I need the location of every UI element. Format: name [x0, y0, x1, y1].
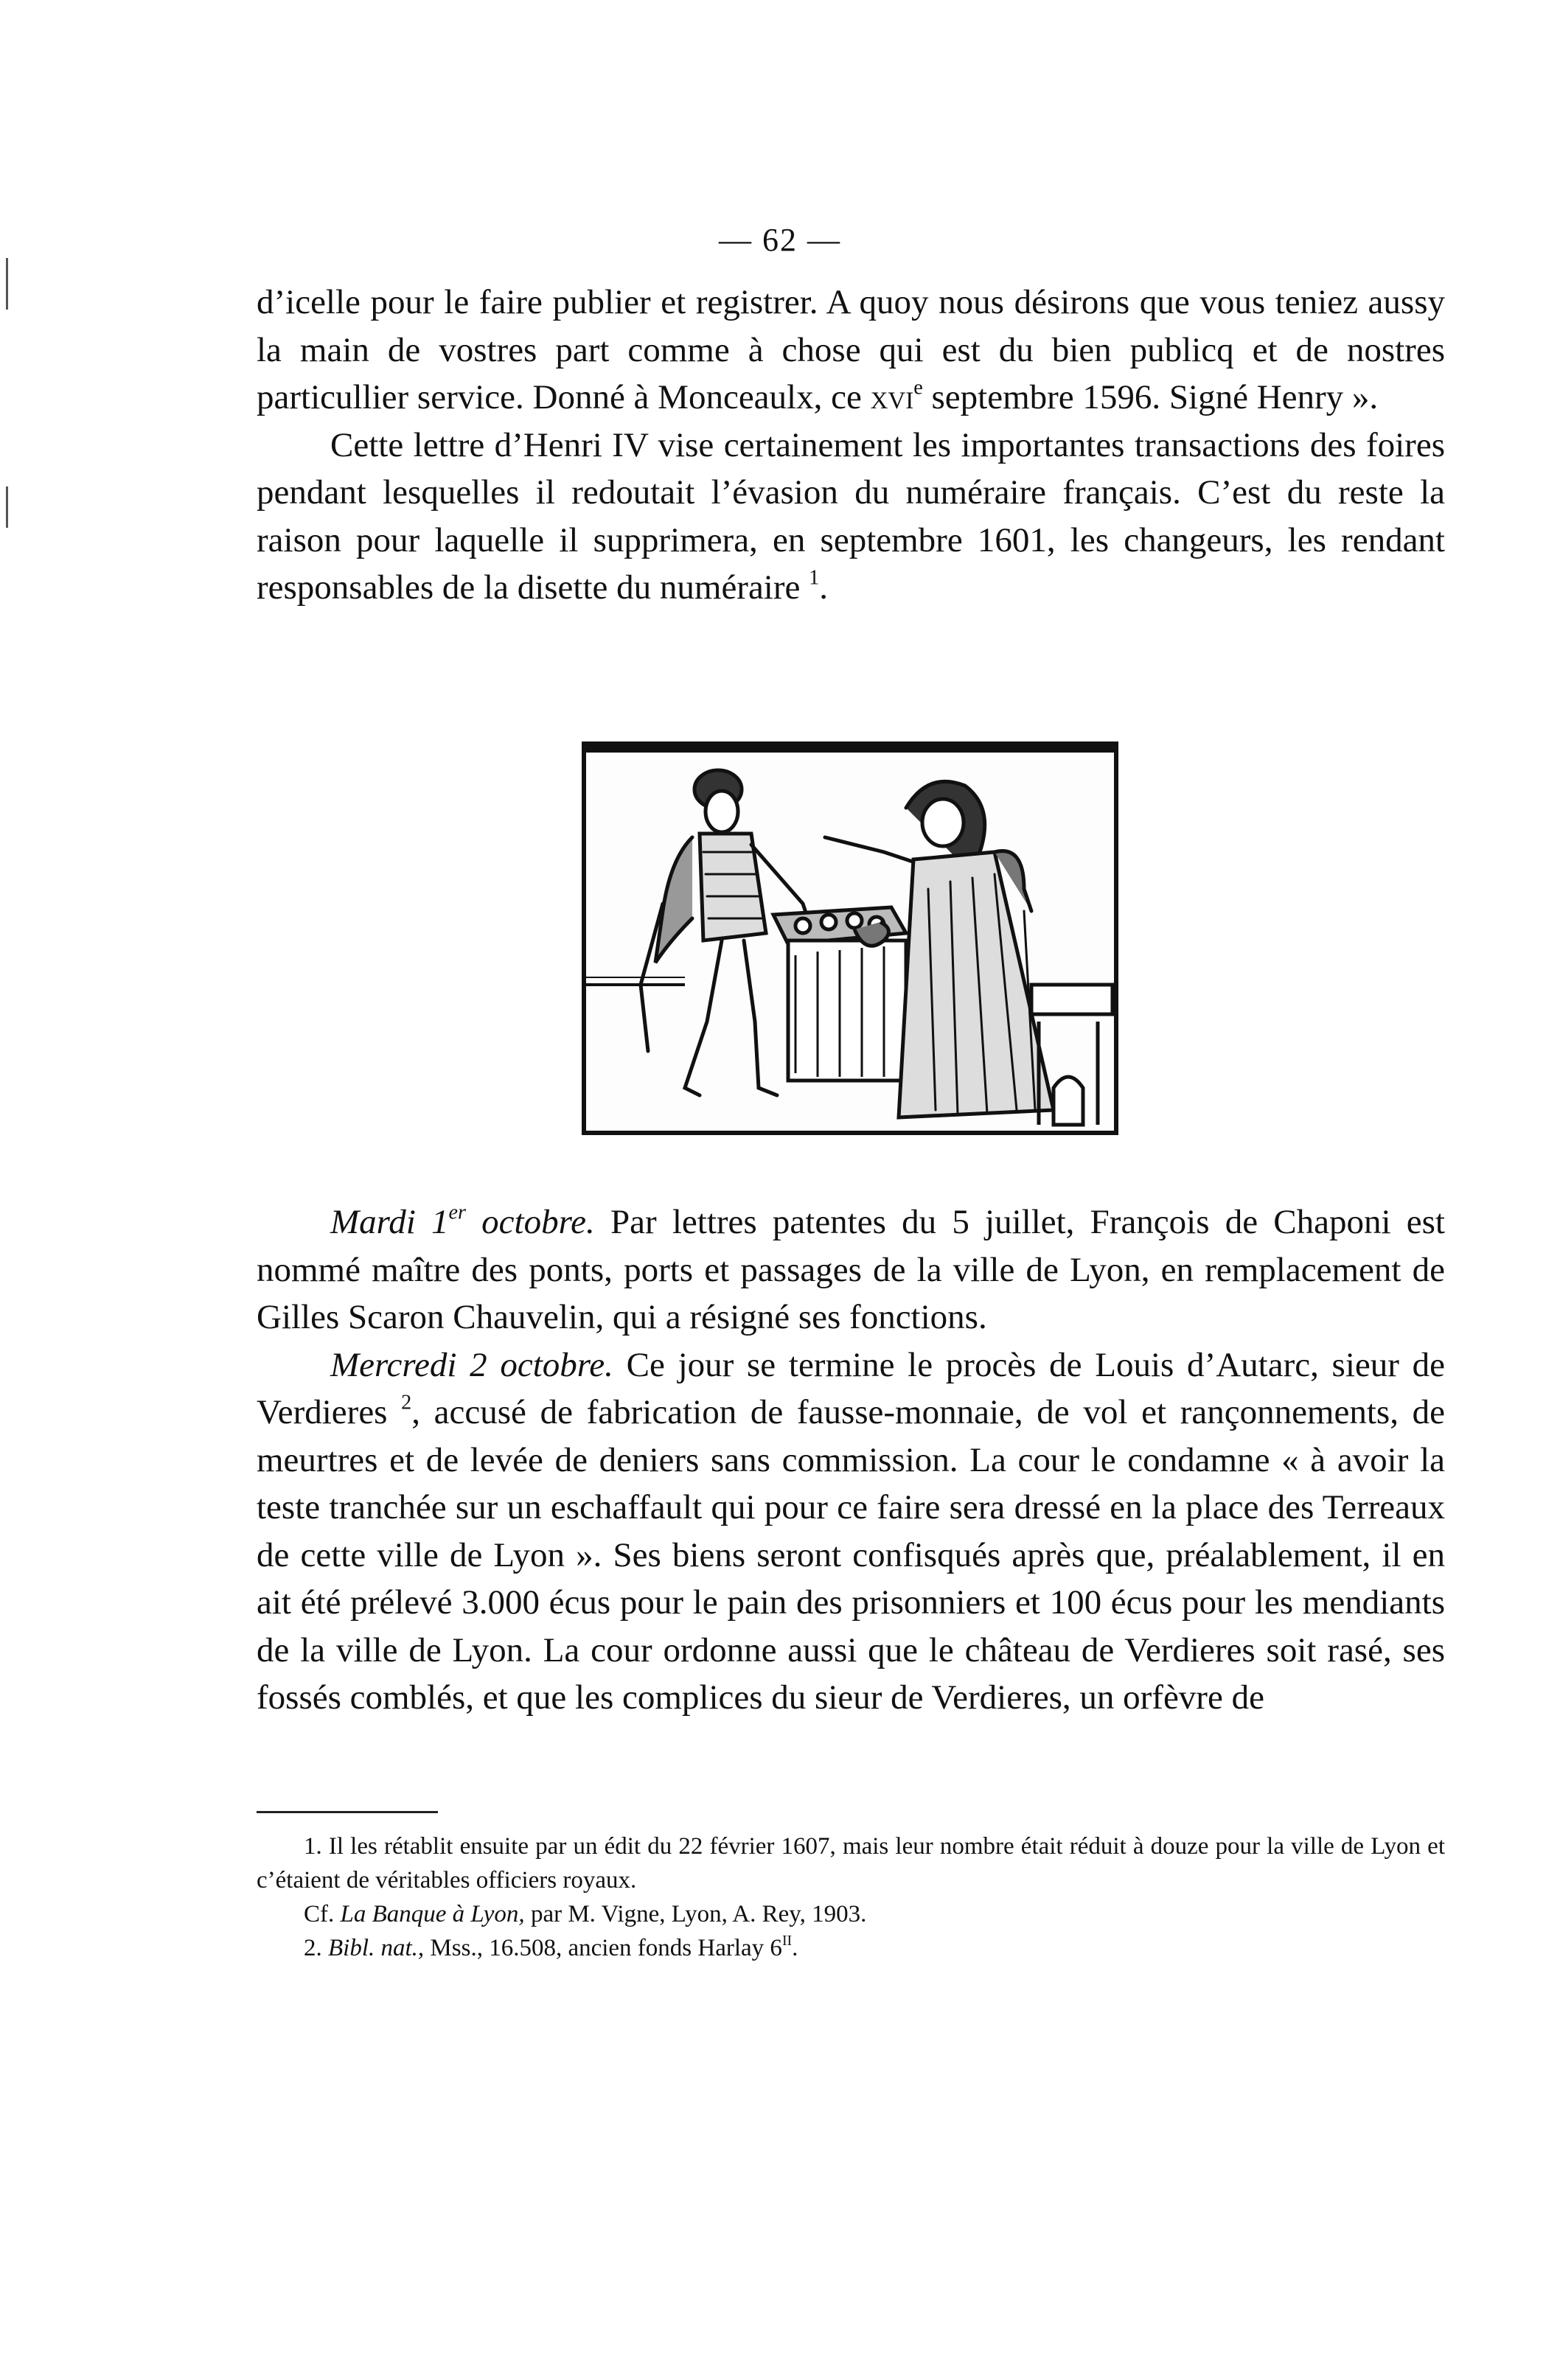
- footnote-ref-2[interactable]: 2: [401, 1391, 412, 1414]
- footnote-1: 1. Il les rétablit ensuite par un édit du 22 février 1607, mais leur nombre était réduit à douze pour la ville de Lyon et c’étaient de véritables officiers royaux.: [257, 1833, 1445, 1894]
- scan-margin-mark: [6, 258, 8, 310]
- scan-margin-mark: [6, 486, 8, 528]
- woodcut-money-changer-icon: [582, 741, 1118, 1135]
- paragraph-letter-end: d’icelle pour le faire publier et registrer. A quoy nous désirons que vous teniez aussy la main de vostres part comme à chose qui est du bien publicq et de nostres particullier service. Donné à Monceaulx, ce xvi$^e$ septembre 1596. Signé Henry ».: [257, 283, 1445, 416]
- paragraph-mardi-1er-octobre: Mardi 1er octobre. Par lettres patentes du 5 juillet, François de Chaponi est nommé maître des ponts, ports et passages de la ville de Lyon, en remplacement de Gilles Scaron Chauvelin, qui a résigné ses fonctions.: [257, 1201, 1445, 1336]
- top-text-block: [257, 279, 1445, 612]
- footnotes: [257, 1829, 1445, 1965]
- page-number: — 62 —: [719, 222, 841, 258]
- footnote-1-cf: Cf. La Banque à Lyon, par M. Vigne, Lyon, A. Rey, 1903.: [304, 1901, 867, 1927]
- counting-table: [773, 907, 906, 1081]
- date-heading: Mardi 1er octobre.: [330, 1201, 595, 1241]
- footnote-ref-1[interactable]: 1: [809, 566, 820, 590]
- lower-text-block: [257, 1198, 1445, 1722]
- paragraph-mercredi-2-octobre: Mercredi 2 octobre. Ce jour se termine le procès de Louis d’Autarc, sieur de Verdieres $^2$, accusé de fabrication de fausse-monnaie, de vol et rançonnements, de meurtres et de levée de deniers sans commission. La cour le condamne « à avoir la teste tranchée sur un eschaffault qui pour ce faire sera dressé en la place des Terreaux de cette ville de Lyon ». Ses biens seront confisqués après que, préalablement, il en ait été prélevé 3.000 écus pour le pain des prisonniers et 100 écus pour les mendiants de la ville de Lyon. La cour ordonne aussi que le château de Verdieres soit rasé, ses fossés comblés, et que les complices du sieur de Verdieres, un orfèvre de: [257, 1345, 1445, 1717]
- footnote-2: 2. Bibl. nat., Mss., 16.508, ancien fonds Harlay $6^{II}$.: [304, 1933, 798, 1961]
- footnote-divider: [257, 1811, 438, 1813]
- paragraph-henri-iv: Cette lettre d’Henri IV vise certainement les importantes transactions des foires pendant lesquelles il redoutait l’évasion du numéraire français. C’est du reste la raison pour laquelle il supprimera, en septembre 1601, les changeurs, les rendant responsables de la disette du numéraire $^1$.: [257, 425, 1445, 607]
- date-heading: Mercredi 2 octobre.: [330, 1345, 613, 1384]
